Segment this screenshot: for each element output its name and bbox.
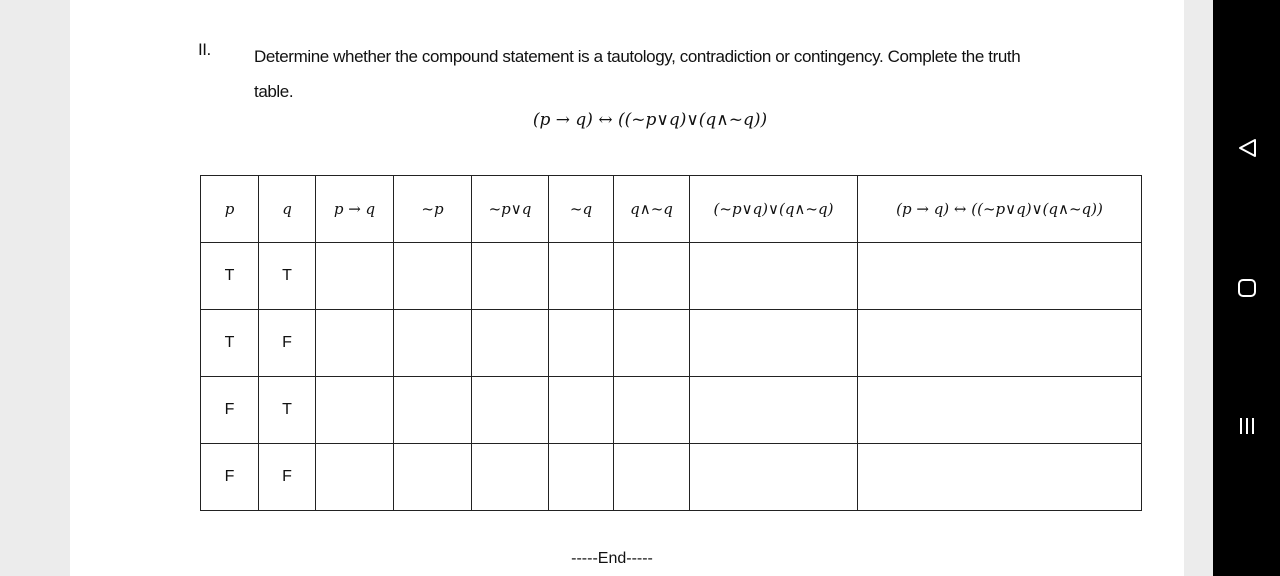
cell-p: T	[201, 310, 259, 377]
header-not-p: ~p	[394, 176, 472, 243]
cell-blank	[549, 377, 614, 444]
cell-blank	[472, 310, 549, 377]
back-button[interactable]	[1213, 128, 1280, 168]
cell-blank	[394, 377, 472, 444]
header-biconditional: (p → q) ↔ ((~p∨q)∨(q∧~q))	[858, 176, 1142, 243]
cell-blank	[472, 377, 549, 444]
cell-blank	[472, 243, 549, 310]
question-number: II.	[198, 40, 211, 59]
cell-blank	[614, 310, 690, 377]
cell-p: T	[201, 243, 259, 310]
header-q-and-not-q: q∧~q	[614, 176, 690, 243]
end-text: -----End-----	[571, 550, 653, 567]
cell-blank	[858, 377, 1142, 444]
header-disjunction: (~p∨q)∨(q∧~q)	[690, 176, 858, 243]
table-row	[201, 377, 1142, 444]
cell-p: F	[201, 444, 259, 511]
truth-table	[200, 175, 1142, 511]
cell-blank	[690, 310, 858, 377]
question-instruction: Determine whether the compound statement is a tautology, contradiction or contingency. Complete the truth table.	[254, 47, 1021, 101]
home-button[interactable]	[1213, 268, 1280, 308]
cell-blank	[394, 444, 472, 511]
end-marker	[70, 550, 1184, 568]
table-row	[201, 243, 1142, 310]
cell-blank	[316, 310, 394, 377]
cell-blank	[858, 444, 1142, 511]
cell-blank	[614, 243, 690, 310]
cell-q: F	[259, 310, 316, 377]
cell-blank	[858, 310, 1142, 377]
recents-button[interactable]	[1213, 406, 1280, 446]
cell-blank	[549, 444, 614, 511]
header-not-p-or-q: ~p∨q	[472, 176, 549, 243]
cell-blank	[549, 310, 614, 377]
cell-blank	[394, 243, 472, 310]
back-triangle-icon	[1236, 137, 1258, 159]
cell-blank	[472, 444, 549, 511]
cell-p: F	[201, 377, 259, 444]
header-not-q: ~q	[549, 176, 614, 243]
cell-blank	[316, 444, 394, 511]
home-square-icon	[1236, 277, 1258, 299]
header-p: p	[201, 176, 259, 243]
cell-q: T	[259, 377, 316, 444]
cell-blank	[690, 444, 858, 511]
cell-blank	[394, 310, 472, 377]
cell-blank	[690, 377, 858, 444]
android-nav-bar	[1213, 0, 1280, 576]
cell-q: F	[259, 444, 316, 511]
cell-blank	[690, 243, 858, 310]
compound-statement: (p → q) ↔ ((~p∨q)∨(q∧~q))	[532, 110, 768, 130]
cell-blank	[316, 243, 394, 310]
recents-lines-icon	[1236, 415, 1258, 437]
header-p-implies-q: p → q	[316, 176, 394, 243]
table-row	[201, 444, 1142, 511]
truth-table-header-row	[201, 176, 1142, 243]
table-row	[201, 310, 1142, 377]
cell-blank	[614, 377, 690, 444]
cell-blank	[316, 377, 394, 444]
document-page	[70, 0, 1184, 576]
cell-blank	[614, 444, 690, 511]
cell-q: T	[259, 243, 316, 310]
cell-blank	[549, 243, 614, 310]
cell-blank	[858, 243, 1142, 310]
header-q: q	[259, 176, 316, 243]
